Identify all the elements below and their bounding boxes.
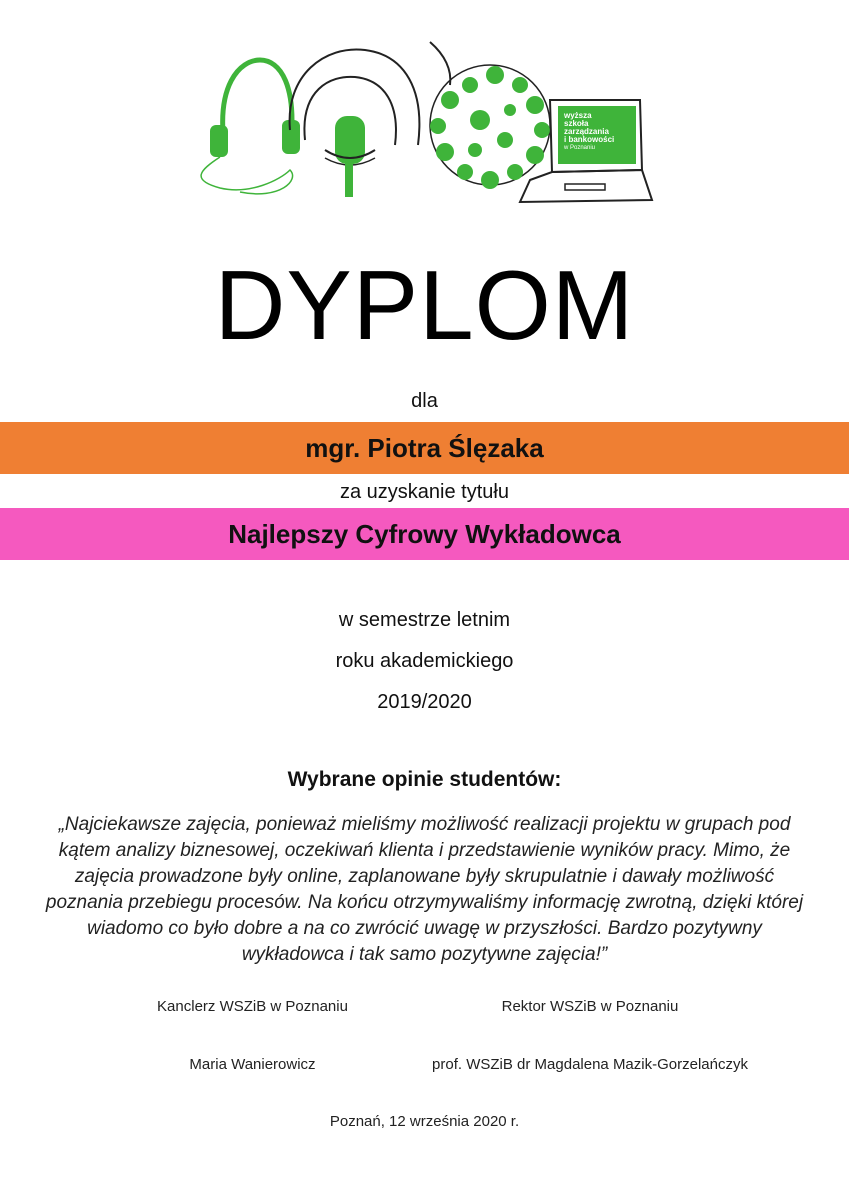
globe-icon bbox=[430, 65, 550, 189]
chancellor-role: Kanclerz WSZiB w Poznaniu bbox=[157, 998, 348, 1015]
opinions-heading: Wybrane opinie studentów: bbox=[287, 768, 562, 791]
diploma-title: DYPLOM bbox=[214, 250, 635, 360]
rector-role: Rektor WSZiB w Poznaniu bbox=[501, 998, 679, 1015]
opinion-quote: „Najciekawsze zajęcia, ponieważ mieliśmy możliwość realizacji projektu w grupach pod kątem analizy biznesowej, oczekiwań klienta i przedstawienie wyników pracy. Mimo, że zajęcia prowadzone były online, zaplanowane były skrupulatnie i dawały możliwość poznania przebiegu procesów. Na końcu otrzymywaliśmy informację zwrotną, dzięki której wiadomo co było dobre a na co zwrócić uwagę w przyszłości. Bardzo pozytywny wykładowca i tak samo pozytywne zajęcia!” bbox=[45, 814, 804, 965]
award-label: za uzyskanie tytułu bbox=[340, 481, 509, 503]
period-year: 2019/2020 bbox=[377, 691, 472, 713]
period-semester: w semestrze letnim bbox=[338, 609, 511, 631]
award-title: Najlepszy Cyfrowy Wykładowca bbox=[228, 519, 621, 549]
logo-text: wyższa szkoła zarządzania i bankowości w Poznaniu bbox=[564, 111, 615, 151]
chancellor-name: Maria Wanierowicz bbox=[189, 1056, 316, 1073]
headphones-icon bbox=[201, 60, 300, 194]
rector-name: prof. WSZiB dr Magdalena Mazik-Gorzelańczyk bbox=[432, 1056, 748, 1073]
microphone-icon bbox=[290, 42, 451, 197]
award-band bbox=[0, 508, 849, 560]
recipient-band bbox=[0, 422, 849, 474]
recipient-name: mgr. Piotra Ślęzaka bbox=[305, 433, 544, 463]
for-label: dla bbox=[411, 390, 438, 412]
header-illustration bbox=[180, 30, 670, 215]
period-academic-year-label: roku akademickiego bbox=[335, 650, 514, 672]
place-date: Poznań, 12 września 2020 r. bbox=[329, 1113, 520, 1130]
